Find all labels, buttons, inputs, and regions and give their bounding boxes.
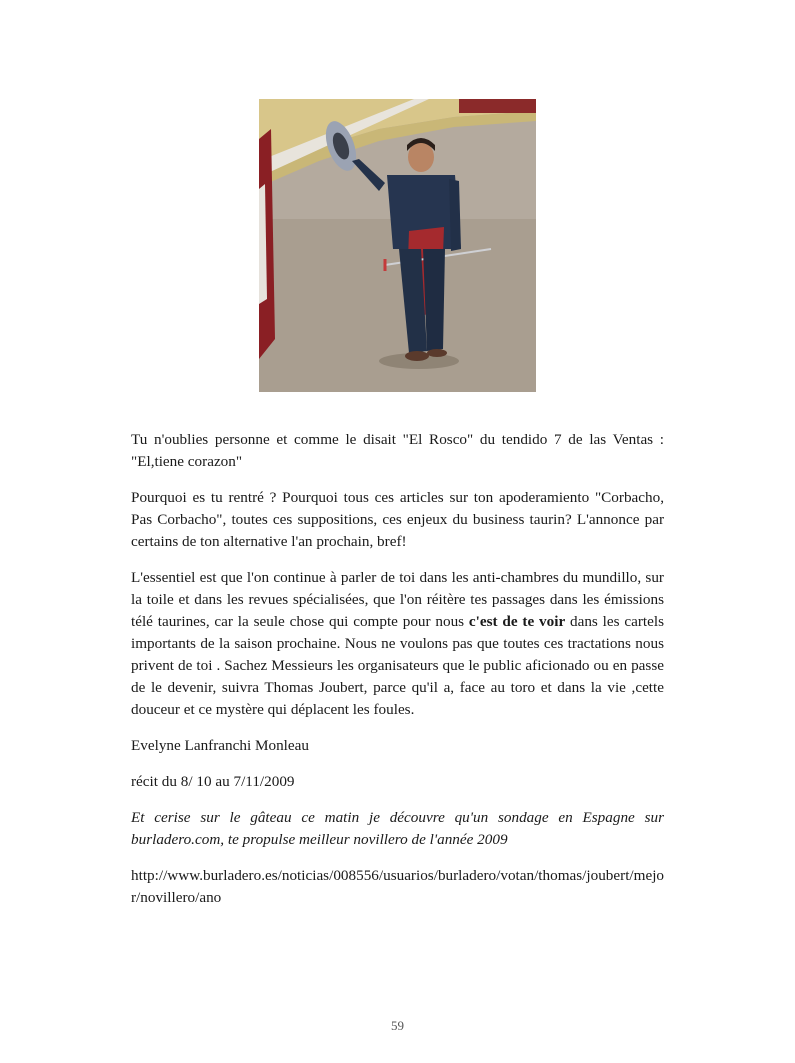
bold-phrase: c'est de te voir: [468, 613, 566, 630]
paragraph-essentiel: [131, 567, 664, 721]
paragraph-essentiel-start: L'essentiel est que l'on continue à parler de toi dans les anti-chambres du mundillo, sur la toile et dans les revues spécialisées, que l'on réitère tes passages dans les émissions télé taurines, car la seule chose qui compte pour nous: [131, 569, 664, 630]
story-date: récit du 8/ 10 au 7/11/2009: [131, 773, 295, 790]
article-text: [131, 429, 664, 923]
italic-note: Et cerise sur le gâteau ce matin je découvre qu'un sondage en Espagne sur burladero.com, te propulse meilleur novillero de l'année 2009: [131, 809, 664, 848]
paragraph-pourquoi: Pourquoi es tu rentré ? Pourquoi tous ces articles sur ton apoderamiento "Corbacho, Pas Corbacho", toutes ces suppositions, ces enjeux du business taurin? L'annonce par certains de ton alternative l'an prochain, bref!: [131, 489, 664, 550]
torero-photo-drawing: [259, 99, 536, 392]
torero-photo: [259, 99, 536, 392]
page-number: 59: [391, 1018, 404, 1033]
author-signature: Evelyne Lanfranchi Monleau: [131, 737, 309, 754]
source-url: http://www.burladero.es/noticias/008556/usuarios/burladero/votan/thomas/joubert/mejor/novillero/ano: [131, 867, 665, 906]
paragraph-essentiel-end: dans les cartels importants de la saison prochaine. Nous ne voulons pas que toutes ces tractations nous privent de toi . Sachez Messieurs les organisateurs que le public aficionado ou en passe de le devenir, suivra Thomas Joubert, parce qu'il a, face au toro et dans la vie ,cette douceur et ce mystère qui déplacent les foules.: [131, 613, 664, 718]
paragraph-rosco: Tu n'oublies personne et comme le disait "El Rosco" du tendido 7 de las Ventas : "El,tiene corazon": [131, 431, 664, 470]
